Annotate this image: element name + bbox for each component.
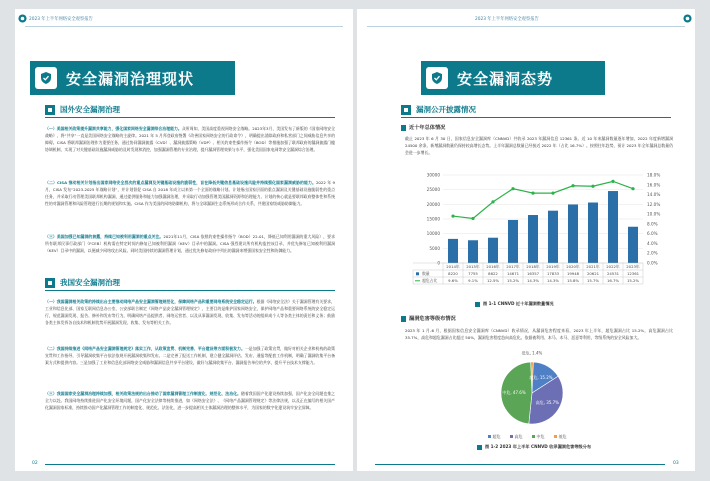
legend-label: 高危 <box>514 433 523 439</box>
figure-caption: 图 1-2 2023 年上半年 CNNVD 收录漏洞危害等级分布 <box>477 444 591 450</box>
data-table-cell: 14671 <box>506 271 520 276</box>
chapter-title: 安全漏洞治理现状 <box>66 70 195 88</box>
data-table-cell: 8622 <box>488 271 498 276</box>
legend-label: 超危 <box>492 433 501 439</box>
bar-2019年 <box>548 211 558 263</box>
page-header-title: 2023 年上半年网络安全观察报告 <box>29 17 93 22</box>
shield-icon <box>35 67 57 89</box>
legend-swatch <box>416 272 419 275</box>
x-tick-label: 2020年 <box>566 264 580 269</box>
x-tick-label: 2021年 <box>586 264 600 269</box>
legend-swatch <box>532 435 535 438</box>
data-table-cell: 12361 <box>626 271 640 276</box>
vulnerability-trend-chart <box>405 167 675 297</box>
chapter-banner <box>30 61 235 95</box>
section-title: 漏洞公开披露情况 <box>416 105 476 114</box>
data-table-cell: 20621 <box>586 271 600 276</box>
paragraph: （一）我国漏洞相关政策的持续出台主要推动网络产品安全漏洞管理规范化，保障网络产品和重要网络系统安全稳定运行。根据《网络安全法》关于漏洞管理有关要求，工业和信息化部、国家互联网信息办公室、公安部联合制定《网络产品安全漏洞管理规定》，主要目的是维护国家网络安全，保护网络产品和重要网络系统的安全稳定运行，规范漏洞发现、报告、修补和发布等行为，明确网络产品提供者、网络运营者、以及从事漏洞发现、收集、发布等活动的组织或个人等各类主体的责任和义务；鼓励各类主体发挥各自技术和机制优势开展漏洞发现、收集、发布等相关工作。 <box>45 299 335 326</box>
page-number: 03 <box>673 461 679 466</box>
data-table-cell: 19948 <box>566 271 580 276</box>
x-tick-label: 2017年 <box>506 264 520 269</box>
line-point-2020年 <box>571 184 574 187</box>
subsection-title: 漏洞危害等级布情况 <box>409 316 456 322</box>
x-tick-label: 2015年 <box>466 264 480 269</box>
section-title: 国外安全漏洞治理 <box>60 105 120 114</box>
legend-label: 数量 <box>422 271 430 276</box>
y-right-tick-label: 2.0% <box>647 250 658 256</box>
figure-caption: 图 1-1 CNNVD 近十年漏洞数量情况 <box>475 301 554 307</box>
shield-icon <box>426 67 448 89</box>
section-marker-icon <box>45 105 55 115</box>
legend-swatch <box>510 435 513 438</box>
line-point-2015年 <box>471 217 474 220</box>
pie-data-label: 低危, 1.4% <box>521 350 543 356</box>
y-left-tick-label: 5000 <box>429 245 440 251</box>
x-tick-label: 2023年 <box>626 264 640 269</box>
section-underline <box>401 117 671 118</box>
paragraph: （三）美国加强已知漏洞的披露，持续已知被利用漏洞的重点关注。2021年11月，CISA 依照约束性操作指令（BOD）22-01，降低已知利用漏洞的重大风险），要求所有联邦民事行政部门（FCEB）机构需在特定时间内修复已知被利用漏洞（KEV）目录中的漏洞。CISA 强烈建议所有机构监控该目录，并优先修复已知被利用漏洞（KEV）目录中的漏洞，以便减少网络攻击风险。同时美国持续的漏洞管理计划，通过优先修复政府中列出的漏洞来增强国家安全性和防御能力。 <box>45 234 336 254</box>
x-tick-label: 2022年 <box>606 264 620 269</box>
data-table-cell: 17833 <box>546 271 560 276</box>
data-table-cell: 8220 <box>448 271 458 276</box>
x-tick-label: 2018年 <box>526 264 540 269</box>
data-table-cell: 7755 <box>468 271 478 276</box>
bar-2014年 <box>448 239 458 263</box>
caption-marker-icon <box>475 302 480 307</box>
x-tick-label: 2016年 <box>486 264 500 269</box>
bar-2016年 <box>488 238 498 263</box>
y-right-tick-label: 18.0% <box>647 172 661 178</box>
bar-2015年 <box>468 240 478 263</box>
section-underline <box>45 117 335 118</box>
y-right-tick-label: 10.0% <box>647 211 661 217</box>
data-table-cell: 14.3% <box>546 278 560 283</box>
report-logo-icon <box>683 14 692 23</box>
chapter-title: 安全漏洞态势 <box>457 70 554 88</box>
pie-data-label: 中危, 47.6% <box>502 389 526 395</box>
paragraph: （二）CISA 推动相关计划指出国家网络安全层次的重点漏洞及关键基础设施的脆弱性，旨在降低关键信息基础设施风险并持续强化国家漏洞威胁的能力。2022 年 9 月，CISA 发布“2023-2025 年战略计划”，并计划督促 CISA 自 2018 年成立以来第一个全面的战略计划。计划指出国家层面的重点漏洞及关键基础设施脆弱性的重点任务，并采取行动管理美国联邦机构漏洞，通过提供服务和能力加强漏洞治理，并采取行动加强管理美国漏洞资源和治理能力，计划的核心就是要联邦政府整体性和系统性的对漏洞管理和风险管理进行长期的规划和实施。CISA 作为美国的网络防御机构，将与全球漏洞生态系统形成合作关系，共建国家级威胁防御能力。 <box>45 180 335 207</box>
paragraph: 2023 年 1 月-6 月，根据国家信息安全漏洞库（CNNVD）收录情况，从漏洞危害程度来看，2023 年上半年，超危漏洞占比 15.2%，高危漏洞占比 35.7%，高危和超危漏洞占比超过 50%，漏洞危害程度趋向高危化。依据被利用、本马、木马、恶意等利用，等级系统的安全风险加大。 <box>405 328 673 341</box>
paragraph: 截止 2023 年 6 月 30 日，国家信息安全漏洞库（CNNVD）共收录 2023 年漏洞信息 12361 条。近 10 年来漏洞数量逐年增加，2022 年度新增漏洞 24500 余条，新增漏洞数量仍保持较高增长态势。上半年漏洞总数量已经接近 2022 年（占比 16.7%）。按照往年趋势，预计 2023 年全年漏洞总数量仍会进一步增长。 <box>405 136 673 156</box>
footer-line <box>45 464 335 465</box>
y-right-tick-label: 12.0% <box>647 201 661 207</box>
report-logo-icon <box>18 14 27 23</box>
y-right-tick-label: 0.0% <box>647 260 658 266</box>
bar-2020年 <box>568 204 578 263</box>
line-point-2022年 <box>611 180 614 183</box>
data-table-cell: 15.7% <box>586 278 600 283</box>
legend-label: 超危占比 <box>422 278 438 283</box>
legend-label: 低危 <box>558 433 567 439</box>
data-table-cell: 16357 <box>526 271 540 276</box>
y-right-tick-label: 4.0% <box>647 240 658 246</box>
y-right-tick-label: 8.0% <box>647 221 658 227</box>
bar-2018年 <box>528 215 538 263</box>
section-marker-icon <box>401 105 411 115</box>
line-series <box>453 181 633 218</box>
data-table-cell: 9.1% <box>468 278 478 283</box>
page-number: 02 <box>32 461 38 466</box>
y-left-tick-label: 15000 <box>426 216 440 222</box>
caption-marker-icon <box>477 445 482 450</box>
header-divider <box>367 26 685 27</box>
severity-pie-chart <box>427 350 637 441</box>
section-underline <box>45 290 335 291</box>
line-point-2018年 <box>531 191 534 194</box>
x-tick-label: 2014年 <box>446 264 460 269</box>
data-table-cell: 14.3% <box>526 278 540 283</box>
subsection-title: 近十年总体情况 <box>409 125 446 131</box>
chapter-banner <box>421 61 605 95</box>
x-tick-label: 2019年 <box>546 264 560 269</box>
bar-2023年 <box>628 227 638 263</box>
y-right-tick-label: 16.0% <box>647 182 661 188</box>
y-right-tick-label: 14.0% <box>647 192 661 198</box>
paragraph: （三）我国国家安全漏洞治理持续加强，相关政策法规的出台推动了国家漏洞管理工作制度化、规范化、法治化。随着我国国产化建设持续加强，国产化安全问题也推之全力以赴。我国网络持续推进国产化安全环境问题，国产化安全法律等持续推进，如《网络安全法》、《网络产品漏洞管理规定》等法律法规，以及正在编写的相关国产化漏洞国家标准，持续推动国产化漏洞管理工作的制度化、规范化、法治化，进一步提高相关主体漏洞治理的整体水平，为国家的数字化建设筑牢安全屏障。 <box>45 391 336 411</box>
bar-2021年 <box>588 203 598 263</box>
pie-data-label: 高危, 35.7% <box>535 399 559 405</box>
subsection-marker-icon <box>401 125 406 131</box>
y-left-tick-label: 20000 <box>426 201 440 207</box>
line-point-2023年 <box>631 187 634 190</box>
data-table-cell: 12.5% <box>486 278 500 283</box>
pie-data-label: 超危, 15.2% <box>529 374 553 380</box>
section-title: 我国安全漏洞治理 <box>60 278 120 287</box>
bar-2017年 <box>508 220 518 263</box>
header-divider <box>25 26 343 27</box>
data-table-cell: 15.2% <box>626 278 640 283</box>
data-table-cell: 24531 <box>606 271 620 276</box>
line-point-2017年 <box>511 187 514 190</box>
bar-2022年 <box>608 191 618 263</box>
line-point-2019年 <box>551 191 554 194</box>
data-table-cell: 9.6% <box>448 278 458 283</box>
data-table-cell: 15.8% <box>566 278 580 283</box>
legend-swatch <box>488 435 491 438</box>
left-page <box>15 9 353 471</box>
paragraph: （二）我国持续推进《网络产品安全漏洞管理规定》落实工作，从政策宣贯、机制完善、平台建设等方面积极发力。一是加强了政策宣贯，做好对相关企业和机构的政策宣贯和工作指导，引导漏洞收集平台依法依规开展漏洞收集和发布。二是完善了报送工作机制，建立健全漏洞评估、发布、通报等配套工作机制，明确了漏洞收集平台备案方式和提供内容。三是加强了工业和信息化部网络安全威胁和漏洞信息共享平台建设，做好与漏洞收集平台、漏洞报告单位的共享，提升平台技术支撑能力。 <box>45 346 336 366</box>
line-point-2021年 <box>591 185 594 188</box>
page-header-title: 2023 年上半年网络安全观察报告 <box>475 17 539 22</box>
y-right-tick-label: 6.0% <box>647 231 658 237</box>
line-point-2014年 <box>451 214 454 217</box>
subsection-marker-icon <box>401 316 406 322</box>
legend-label: 中危 <box>536 433 545 439</box>
y-left-tick-label: 10000 <box>426 231 440 237</box>
footer-line <box>375 464 665 465</box>
paragraph: （一）美国相关政策提升漏洞共享能力，强化国家网络安全漏洞综合治理能力。众所周知，美国高度重视网络安全战略。2023年3月，美国发布了新版的《国家网络安全战略》，将“共享”一直是美国网络安全战略的主旋律。2021 年 5 月拜登政府签署《改善国家网络安全的行政命令》，明确提出消除政府和私营部门之间威胁信息共享的障碍。CISA 将联邦漏洞治理作为重要任务，通过协同漏洞披露（CVD）、漏洞披露策略（VDP）、相关约束性操作指令（BOD）等措施加强了联邦政府的漏洞披露门槛协调机制，实现了对关键基础设施漏洞威胁的及时发现和消控，加强漏洞管理的专业治理，提升漏洞管理效果与水平，强化美国国家电网等安全漏洞综合治理。 <box>45 126 335 153</box>
y-left-tick-label: 25000 <box>426 187 440 193</box>
legend-swatch <box>554 435 557 438</box>
section-marker-icon <box>45 278 55 288</box>
line-point-2016年 <box>491 200 494 203</box>
data-table-cell: 16.7% <box>606 278 620 283</box>
y-left-tick-label: 30000 <box>426 172 440 178</box>
right-page <box>357 9 695 471</box>
y-left-tick-label: 0 <box>437 260 440 266</box>
data-table-cell: 15.2% <box>506 278 520 283</box>
